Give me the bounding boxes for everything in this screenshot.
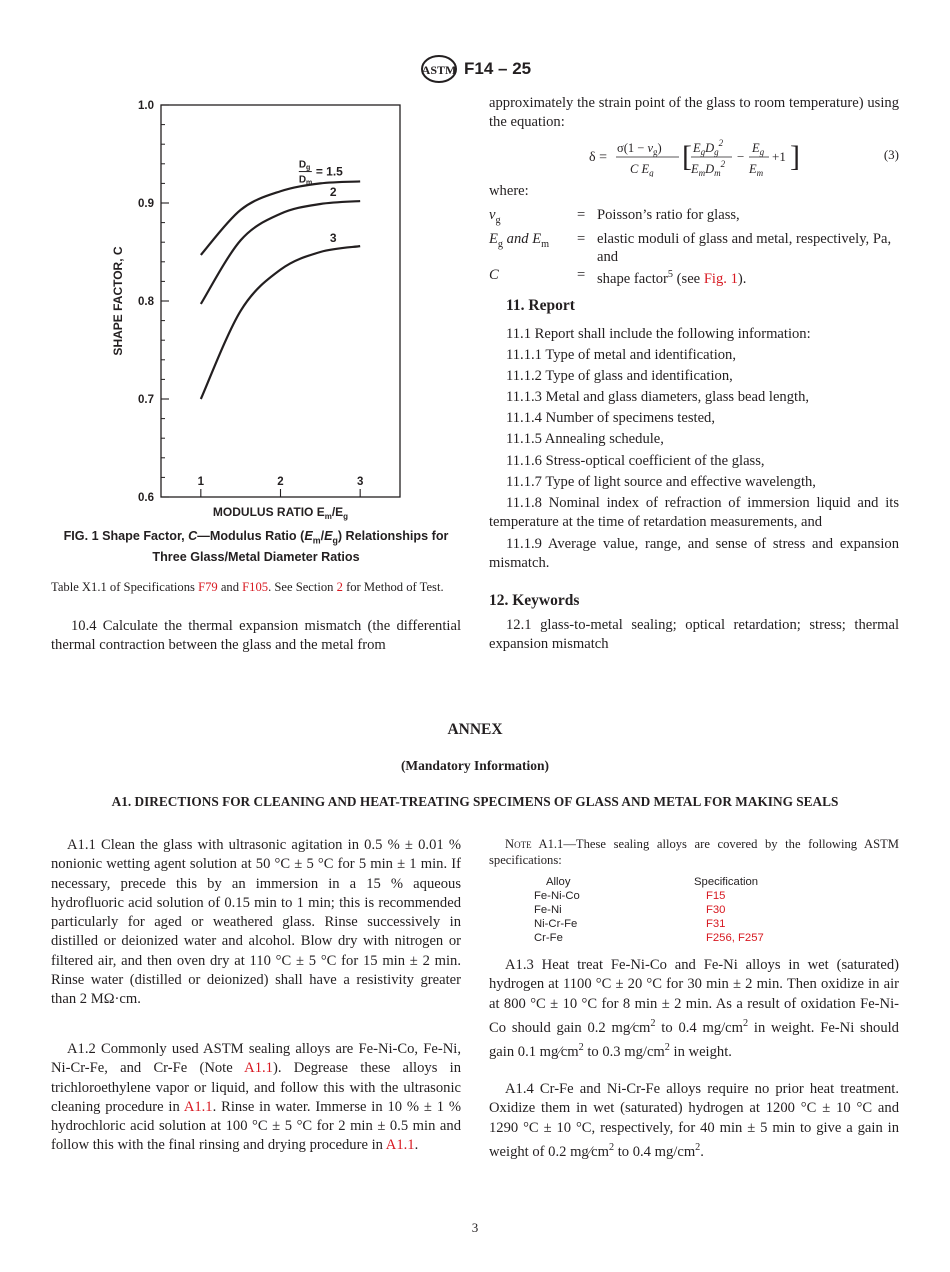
svg-text:EmDm2: $E_mD_m^2$ bbox=[691, 159, 726, 177]
where-label: where: bbox=[489, 183, 529, 199]
y-tick-label: 0.8 bbox=[138, 296, 154, 308]
table-row: Ni-Cr-Fe F31 bbox=[534, 918, 726, 930]
standard-designation: F14 – 25 bbox=[464, 59, 532, 78]
list-item: 11.1.4 Number of specimens tested, bbox=[506, 410, 715, 427]
alloy-table bbox=[534, 875, 764, 945]
series-label-2: 2 bbox=[329, 185, 337, 200]
paragraph-a1-4: A1.4 Cr-Fe and Ni-Cr-Fe alloys require no prior heat treatment. Oxidize them in wet (saturated) hydrogen at 1200 °C ± 10 °C and 1290 °C ± 10 °C, respectively, for 40 min ± 5 min to give a gain in weight of 0.2 $mg⁄cm^2$ to 0.4 $mg/cm^2$. bbox=[489, 1081, 899, 1160]
y-axis-label: SHAPE FACTOR, C bbox=[111, 246, 125, 356]
spec-link[interactable]: F15 bbox=[706, 890, 726, 902]
a1-title: A1. DIRECTIONS FOR CLEANING AND HEAT-TREATING SPECIMENS OF GLASS AND METAL FOR MAKING SEALS bbox=[111, 794, 839, 809]
page-number: 3 bbox=[471, 1220, 479, 1235]
x-tick-label: 2 bbox=[277, 476, 284, 488]
y-tick-label: 1.0 bbox=[138, 100, 154, 112]
item-11-1-9: 11.1.9 Average value, range, and sense of stress and expansion mismatch. bbox=[489, 536, 899, 571]
section-2-link[interactable]: 2 bbox=[336, 580, 343, 594]
table-header-row: Alloy Specification bbox=[546, 876, 759, 888]
where-row: C = shape factor$^5$ (see Fig. 1). bbox=[489, 266, 747, 287]
x-tick-label: 3 bbox=[356, 476, 364, 488]
series-label-3: 3 bbox=[329, 231, 337, 246]
y-tick-label: 0.7 bbox=[138, 394, 154, 406]
list-item: 11.1.5 Annealing schedule, bbox=[506, 431, 664, 448]
section-11-heading: 11. Report bbox=[506, 297, 575, 314]
item-11-1-8: 11.1.8 Nominal index of refraction of immersion liquid and its temperature at the time of retardation measurements, and bbox=[489, 495, 899, 530]
series-line-2 bbox=[201, 201, 360, 304]
series-label-dg: $D_g$ bbox=[298, 159, 311, 172]
annex-subtitle: (Mandatory Information) bbox=[400, 758, 550, 773]
x-axis-label: MODULUS RATIO $E_m/E_g$ bbox=[212, 505, 349, 521]
svg-text:ASTM: ASTM bbox=[421, 63, 457, 77]
list-item: 11.1.1 Type of metal and identification, bbox=[506, 347, 736, 364]
a1-1-link[interactable]: A1.1 bbox=[183, 1098, 213, 1115]
svg-text:+1: +1 bbox=[772, 149, 786, 164]
svg-text:EgDg2: $E_gD_g^2$ bbox=[693, 138, 724, 157]
list-item: 11.1.2 Type of glass and identification, bbox=[506, 368, 733, 385]
list-item: 11.1.6 Stress-optical coefficient of the glass, bbox=[506, 452, 765, 469]
table-row: Fe-Ni-Co F15 bbox=[534, 890, 726, 902]
equation-number: (3) bbox=[883, 147, 899, 162]
astm-logo-icon bbox=[420, 54, 458, 84]
plot-frame bbox=[161, 105, 400, 497]
svg-text:−: − bbox=[737, 149, 745, 164]
equation-3 bbox=[589, 135, 899, 177]
spec-link[interactable]: F256, F257 bbox=[706, 932, 764, 944]
list-item: 11.1.3 Metal and glass diameters, glass bead length, bbox=[506, 389, 810, 406]
paragraph-continued: approximately the strain point of the glass to room temperature) using the equation: bbox=[489, 95, 899, 131]
svg-text:C Eg: C $E_g$ bbox=[630, 162, 654, 177]
paragraph-a1-3: A1.3 Heat treat Fe-Ni-Co and Fe-Ni alloys in wet (saturated) hydrogen at 1100 °C ± 20 °C for 30 min ± 2 min. Then oxidize in air at 800 °C ± 10 °C for 8 min ± 2 min. As a result of oxidation Fe-Ni-Co should gain 0.2 $mg⁄cm^2$ to 0.4 $mg/cm^2$ in weight. Fe-Ni should gain 0.1 $mg⁄cm^2$ to 0.3 $mg/cm^2$ in weight. bbox=[489, 957, 899, 1060]
spec-link[interactable]: F31 bbox=[706, 918, 726, 930]
svg-text:δ =: δ = bbox=[589, 150, 607, 165]
svg-text:Eg: $E_g$ bbox=[752, 141, 765, 157]
a1-1-link[interactable]: A1.1 bbox=[385, 1137, 415, 1154]
where-table bbox=[489, 206, 900, 288]
paragraph-a1-2: A1.2 Commonly used ASTM sealing alloys are Fe-Ni-Co, Fe-Ni, Ni-Cr-Fe, and Cr-Fe (Note A1.1). Degrease these alloys in trichloroethylene vapor or liquid, and follow this with the ultrasonic cleaning procedure in A1.1. Rinse in water. Immerse in 10 % ± 1 % hydrochloric acid solution at 100 °C ± 5 °C for 2 min ± 0.5 min and follow this with the final rinsing and drying procedure in A1.1. bbox=[51, 1041, 461, 1154]
where-row: $v_g$ = Poisson’s ratio for glass, bbox=[489, 207, 740, 226]
series-label-dm: $D_m$ bbox=[298, 174, 313, 187]
where-row: $E_g$ and $E_m$ = elastic moduli of glass and metal, respectively, Pa, and bbox=[489, 230, 892, 265]
annex-title: ANNEX bbox=[447, 721, 503, 738]
svg-text:Em: $E_m$ bbox=[749, 162, 764, 177]
table-row: Fe-Ni F30 bbox=[534, 904, 726, 916]
svg-text:]: ] bbox=[790, 140, 800, 173]
paragraph-a1-1: A1.1 Clean the glass with ultrasonic agitation in 0.5 % ± 0.01 % nonionic wetting agent solution at 50 °C ± 5 °C for 5 min ± 1 min. If necessary, precede this by an immersion in a 15 % aqueous hydrofluoric acid solution of 0.15 min to 1 min; this is recommended particularly for aged or weathered glass. Rinse successively in distilled or deionized water and alcohol. Blow dry with nitrogen or filtered air, and then oven dry at 110 °C ± 5 °C for 15 min ± 2 min. Rinse water (distilled or deionized) shall have a resistivity greater than 2 MΩ·cm. bbox=[51, 837, 461, 1008]
page-header bbox=[420, 54, 531, 84]
y-tick-label: 0.6 bbox=[138, 492, 154, 504]
table-reference: Table X1.1 of Specifications F79 and F105. See Section 2 for Method of Test. bbox=[51, 580, 444, 594]
section-12-heading: 12. Keywords bbox=[489, 592, 580, 609]
figure-caption: FIG. 1 Shape Factor, C—Modulus Ratio $(E_m/E_g)$ Relationships for Three Glass/Metal Diameter Ratios bbox=[63, 529, 449, 564]
y-tick-label: 0.9 bbox=[138, 198, 154, 210]
f79-link[interactable]: F79 bbox=[198, 580, 218, 594]
list-item: 11.1.7 Type of light source and effective wavelength, bbox=[506, 473, 816, 490]
svg-text:[: [ bbox=[682, 140, 692, 173]
svg-text:σ(1 − vg): $\sigma(1 - v_g)$ bbox=[617, 141, 662, 157]
a1-1-link[interactable]: A1.1 bbox=[244, 1060, 273, 1077]
paragraph-12-1: 12.1 glass-to-metal sealing; optical retardation; stress; thermal expansion mismatch bbox=[489, 617, 899, 652]
series-line-3 bbox=[201, 246, 360, 399]
series-label-1: = 1.5 bbox=[315, 164, 343, 179]
note-a1-1: Note A1.1—These sealing alloys are covered by the following ASTM specifications: bbox=[489, 837, 899, 867]
x-tick-label: 1 bbox=[197, 476, 205, 488]
list-item: 11.1 Report shall include the following information: bbox=[506, 326, 811, 342]
section-11-items bbox=[506, 324, 900, 493]
shape-factor-chart bbox=[100, 90, 420, 522]
spec-link[interactable]: F30 bbox=[706, 904, 726, 916]
table-row: Cr-Fe F256, F257 bbox=[534, 932, 764, 944]
fig1-link[interactable]: Fig. 1 bbox=[703, 270, 738, 287]
f105-link[interactable]: F105 bbox=[242, 580, 269, 594]
paragraph-10-4: 10.4 Calculate the thermal expansion mismatch (the differential thermal contraction between the glass and the metal from bbox=[51, 618, 461, 654]
